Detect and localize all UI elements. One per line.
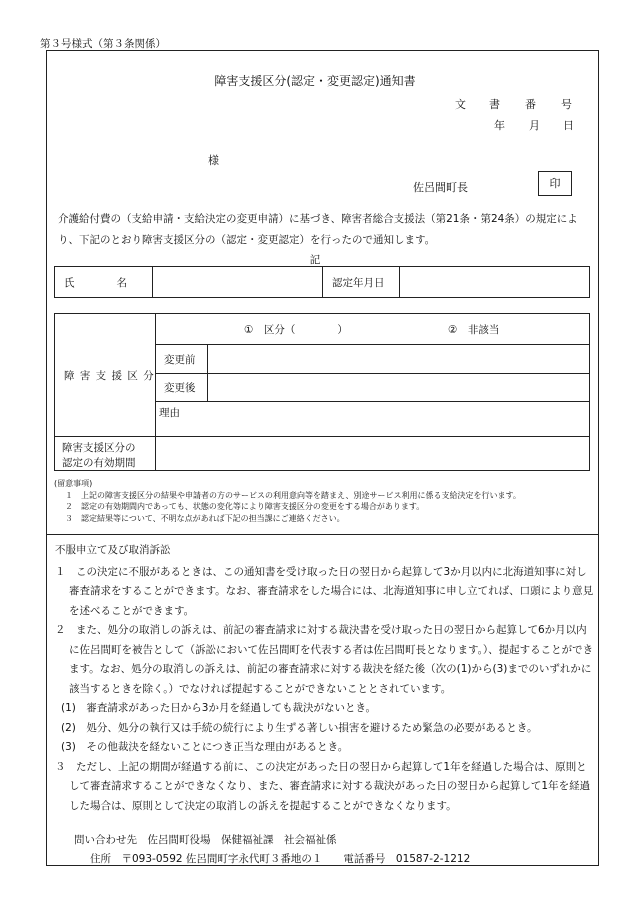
issuer-name: 佐呂間町長 bbox=[413, 181, 468, 194]
doc-number-char: 号 bbox=[561, 98, 572, 111]
support-category-header: 障 害 支 援 区 分 bbox=[64, 370, 155, 382]
appeal-sub-item: (1) 審査請求があった日から3か月を経過しても裁決がないとき。 bbox=[61, 702, 377, 714]
table1-border-left bbox=[54, 266, 55, 298]
before-change-field[interactable] bbox=[210, 346, 587, 372]
validity-period-field[interactable] bbox=[158, 438, 587, 469]
form-number-label: 第３号様式（第３条関係） bbox=[40, 38, 166, 50]
addressee-suffix: 様 bbox=[208, 154, 219, 167]
table2-row-line bbox=[155, 344, 590, 345]
validity-label-line1: 障害支援区分の bbox=[62, 442, 136, 454]
note-item: ３ 認定結果等について、不明な点があれば下記の担当課にご連絡ください。 bbox=[65, 513, 345, 523]
appeal-section bbox=[55, 541, 595, 816]
notes-section bbox=[55, 478, 595, 524]
appeal-item: ２ また、処分の取消しの訴えは、前記の審査請求に対する裁決書を受け取った日の翌日から起算して6か月以内に佐呂間町を被告として（訴訟において佐呂間町を代表する者は佐呂間町長となります。）、提起することができます。なお、処分の取消しの訴えは、前記の審査請求に対する裁決を経た後（次の(1)から(3)までのいずれかに該当するときを除く。）でなければ提起することができないこととされています。 bbox=[55, 624, 594, 695]
ki-marker: 記 bbox=[309, 254, 321, 266]
table2-row-line bbox=[155, 401, 590, 402]
appeal-item: ３ ただし、上記の期間が経過する前に、この決定があった日の翌日から起算して1年を経過した場合は、原則として審査請求することができなくなり、また、審査請求に対する裁決があった日の翌日から起算して1年を経過した場合は、原則として決定の取消しの訴えを提起することができなくなります。 bbox=[55, 760, 591, 812]
table2-border-left bbox=[54, 313, 55, 471]
note-item: １ 上記の障害支援区分の結果や申請者の方のサービスの利用意向等を踏まえ、別途サービス利用に係る支給決定を行います。 bbox=[65, 490, 521, 500]
table1-divider bbox=[399, 266, 400, 298]
date-month-char: 月 bbox=[529, 119, 540, 132]
contact-address-phone: 住所 〒093-0592 佐呂間町字永代町３番地の１ 電話番号 01587-2-1212 bbox=[90, 853, 471, 865]
table2-border-top bbox=[54, 313, 590, 314]
table2-border-bottom bbox=[54, 470, 590, 471]
after-change-field[interactable] bbox=[210, 375, 587, 400]
table1-divider bbox=[322, 266, 323, 298]
category-option-2: ② 非該当 bbox=[448, 324, 500, 336]
note-item: ２ 認定の有効期間内であっても、状態の変化等により障害支援区分の変更をする場合があります。 bbox=[65, 502, 425, 511]
notes-heading: (留意事項) bbox=[54, 479, 93, 488]
appeal-sub-item: (2) 処分、処分の執行又は手続の続行により生ずる著しい損害を避けるため緊急の必要があるとき。 bbox=[61, 721, 538, 734]
table2-divider bbox=[155, 313, 156, 471]
appeal-item: １ この決定に不服があるときは、この通知書を受け取った日の翌日から起算して3か月以内に北海道知事に対し審査請求をすることができます。なお、審査請求をした場合には、北海道知事に申し立てれば、口頭により意見を述べることができます。 bbox=[55, 565, 594, 617]
after-change-label: 変更後 bbox=[164, 382, 196, 394]
table2-row-line bbox=[54, 436, 590, 437]
intro-text: 介護給付費の（支給申請・支給決定の変更申請）に基づき、障害者総合支援法（第21条・第24条）の規定により、下記のとおり障害支援区分の（認定・変更認定）を行ったので通知します。 bbox=[58, 213, 578, 246]
seal-box: 印 bbox=[538, 171, 572, 196]
validity-label-line2: 認定の有効期間 bbox=[62, 457, 136, 469]
certification-date-field[interactable] bbox=[402, 268, 587, 296]
doc-number-char: 文 bbox=[455, 98, 466, 111]
date-year-char: 年 bbox=[494, 119, 505, 132]
appeal-heading: 不服申立て及び取消訴訟 bbox=[55, 544, 171, 556]
appeal-sub-item: (3) その他裁決を経ないことにつき正当な理由があるとき。 bbox=[61, 741, 349, 753]
category-option-1: ① 区分（ ） bbox=[244, 324, 348, 336]
reason-label: 理由 bbox=[159, 407, 180, 419]
document-title: 障害支援区分(認定・変更認定)通知書 bbox=[214, 74, 416, 88]
name-label: 氏 名 bbox=[64, 277, 127, 289]
before-change-label: 変更前 bbox=[164, 354, 196, 366]
table2-row-line bbox=[155, 373, 590, 374]
date-day-char: 日 bbox=[563, 119, 574, 132]
notes-separator bbox=[47, 534, 599, 535]
contact-department: 問い合わせ先 佐呂間町役場 保健福祉課 社会福祉係 bbox=[74, 834, 337, 846]
doc-number-char: 書 bbox=[489, 98, 500, 111]
name-field[interactable] bbox=[155, 268, 320, 296]
doc-number-char: 番 bbox=[525, 98, 536, 111]
table2-border-right bbox=[589, 313, 590, 471]
table1-border-right bbox=[589, 266, 590, 298]
table1-divider bbox=[152, 266, 153, 298]
certification-date-label: 認定年月日 bbox=[332, 277, 385, 289]
table2-divider bbox=[207, 344, 208, 402]
